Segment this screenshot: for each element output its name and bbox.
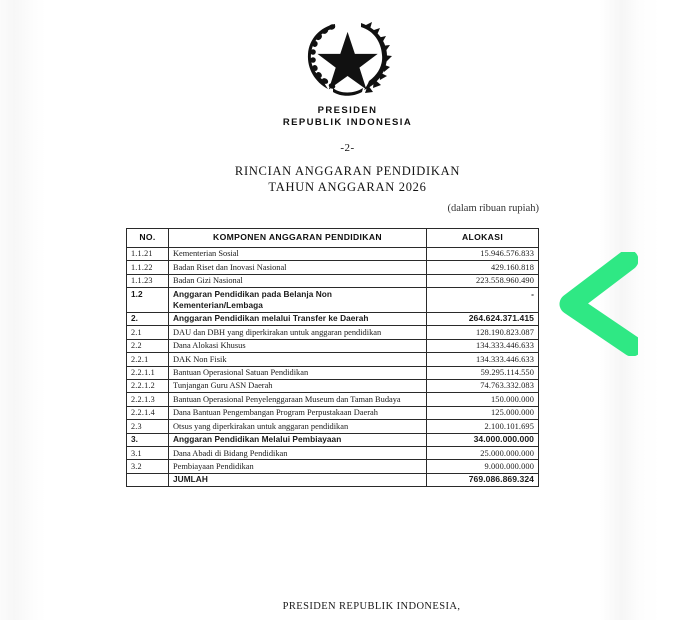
cell-no: 2.2.1	[127, 353, 169, 366]
footer-signature-label: PRESIDEN REPUBLIK INDONESIA,	[282, 601, 461, 612]
cell-no: 2.2.1.3	[127, 393, 169, 406]
cell-no: 1.1.23	[127, 274, 169, 287]
cell-komponen: Anggaran Pendidikan Melalui Pembiayaan	[169, 433, 427, 446]
column-header-komponen: KOMPONEN ANGGARAN PENDIDIKAN	[169, 229, 427, 248]
cell-komponen: DAU dan DBH yang diperkirakan untuk anggaran pendidikan	[169, 326, 427, 339]
indonesia-presidential-emblem-star-wreath-icon	[302, 18, 394, 102]
cell-no: 2.2	[127, 339, 169, 352]
presiden-label-line1: PRESIDEN	[317, 105, 378, 116]
table-body	[127, 247, 539, 486]
chevron-left-highlight-icon	[556, 252, 638, 356]
cell-alokasi: 2.100.101.695	[427, 420, 539, 433]
cell-komponen: Anggaran Pendidikan melalui Transfer ke Daerah	[169, 312, 427, 325]
table-row	[127, 473, 539, 486]
cell-alokasi: 429.160.818	[427, 261, 539, 274]
cell-alokasi: 59.295.114.550	[427, 366, 539, 379]
cell-no	[127, 473, 169, 486]
table-row	[127, 406, 539, 419]
cell-no: 3.2	[127, 460, 169, 473]
page-number: -2-	[340, 142, 355, 154]
cell-no: 1.2	[127, 288, 169, 313]
column-header-alokasi: ALOKASI	[427, 229, 539, 248]
cell-alokasi: 769.086.869.324	[427, 473, 539, 486]
table-row	[127, 433, 539, 446]
cell-komponen: DAK Non Fisik	[169, 353, 427, 366]
table-row	[127, 261, 539, 274]
cell-alokasi: -	[427, 288, 539, 313]
page-title-line1: RINCIAN ANGGARAN PENDIDIKAN	[234, 164, 461, 178]
cell-no: 2.2.1.2	[127, 379, 169, 392]
table-row	[127, 274, 539, 287]
cell-komponen: Badan Riset dan Inovasi Nasional	[169, 261, 427, 274]
table-row	[127, 247, 539, 260]
table-row	[127, 393, 539, 406]
cell-alokasi: 134.333.446.633	[427, 339, 539, 352]
cell-komponen: JUMLAH	[169, 473, 427, 486]
table-row	[127, 353, 539, 366]
table-row	[127, 326, 539, 339]
cell-komponen: Dana Abadi di Bidang Pendidikan	[169, 447, 427, 460]
cell-komponen: Anggaran Pendidikan pada Belanja Non Kementerian/Lembaga	[169, 288, 427, 313]
cell-no: 1.1.22	[127, 261, 169, 274]
cell-alokasi: 25.000.000.000	[427, 447, 539, 460]
cell-komponen: Otsus yang diperkirakan untuk anggaran pendidikan	[169, 420, 427, 433]
cell-alokasi: 128.190.823.087	[427, 326, 539, 339]
cell-komponen: Bantuan Operasional Penyelenggaraan Museum dan Taman Budaya	[169, 393, 427, 406]
cell-alokasi: 150.000.000	[427, 393, 539, 406]
cell-komponen: Bantuan Operasional Satuan Pendidikan	[169, 366, 427, 379]
cell-alokasi: 34.000.000.000	[427, 433, 539, 446]
cell-no: 3.	[127, 433, 169, 446]
cell-komponen: Dana Alokasi Khusus	[169, 339, 427, 352]
presiden-label-line2: REPUBLIK INDONESIA	[282, 117, 413, 128]
cell-alokasi: 9.000.000.000	[427, 460, 539, 473]
table-row	[127, 339, 539, 352]
cell-alokasi: 74.763.332.083	[427, 379, 539, 392]
currency-unit-note: (dalam ribuan rupiah)	[447, 203, 539, 214]
cell-no: 3.1	[127, 447, 169, 460]
table-row	[127, 420, 539, 433]
table-row	[127, 460, 539, 473]
cell-no: 1.1.21	[127, 247, 169, 260]
cell-no: 2.1	[127, 326, 169, 339]
cell-no: 2.2.1.4	[127, 406, 169, 419]
cell-no: 2.2.1.1	[127, 366, 169, 379]
cell-no: 2.3	[127, 420, 169, 433]
cell-alokasi: 15.946.576.833	[427, 247, 539, 260]
page-title-line2: TAHUN ANGGARAN 2026	[268, 180, 427, 194]
cell-komponen: Kementerian Sosial	[169, 247, 427, 260]
table-row	[127, 366, 539, 379]
budget-table	[126, 228, 539, 487]
cell-no: 2.	[127, 312, 169, 325]
table-row	[127, 379, 539, 392]
cell-alokasi: 223.558.960.490	[427, 274, 539, 287]
cell-komponen: Dana Bantuan Pengembangan Program Perpustakaan Daerah	[169, 406, 427, 419]
cell-komponen: Pembiayaan Pendidikan	[169, 460, 427, 473]
budget-table-container	[126, 228, 538, 487]
table-row	[127, 312, 539, 325]
cell-alokasi: 125.000.000	[427, 406, 539, 419]
table-row	[127, 447, 539, 460]
cell-alokasi: 134.333.446.633	[427, 353, 539, 366]
emblem-container	[0, 18, 695, 102]
cell-alokasi: 264.624.371.415	[427, 312, 539, 325]
table-row	[127, 288, 539, 313]
table-header-row	[127, 229, 539, 248]
cell-komponen: Badan Gizi Nasional	[169, 274, 427, 287]
cell-komponen: Tunjangan Guru ASN Daerah	[169, 379, 427, 392]
column-header-no: NO.	[127, 229, 169, 248]
